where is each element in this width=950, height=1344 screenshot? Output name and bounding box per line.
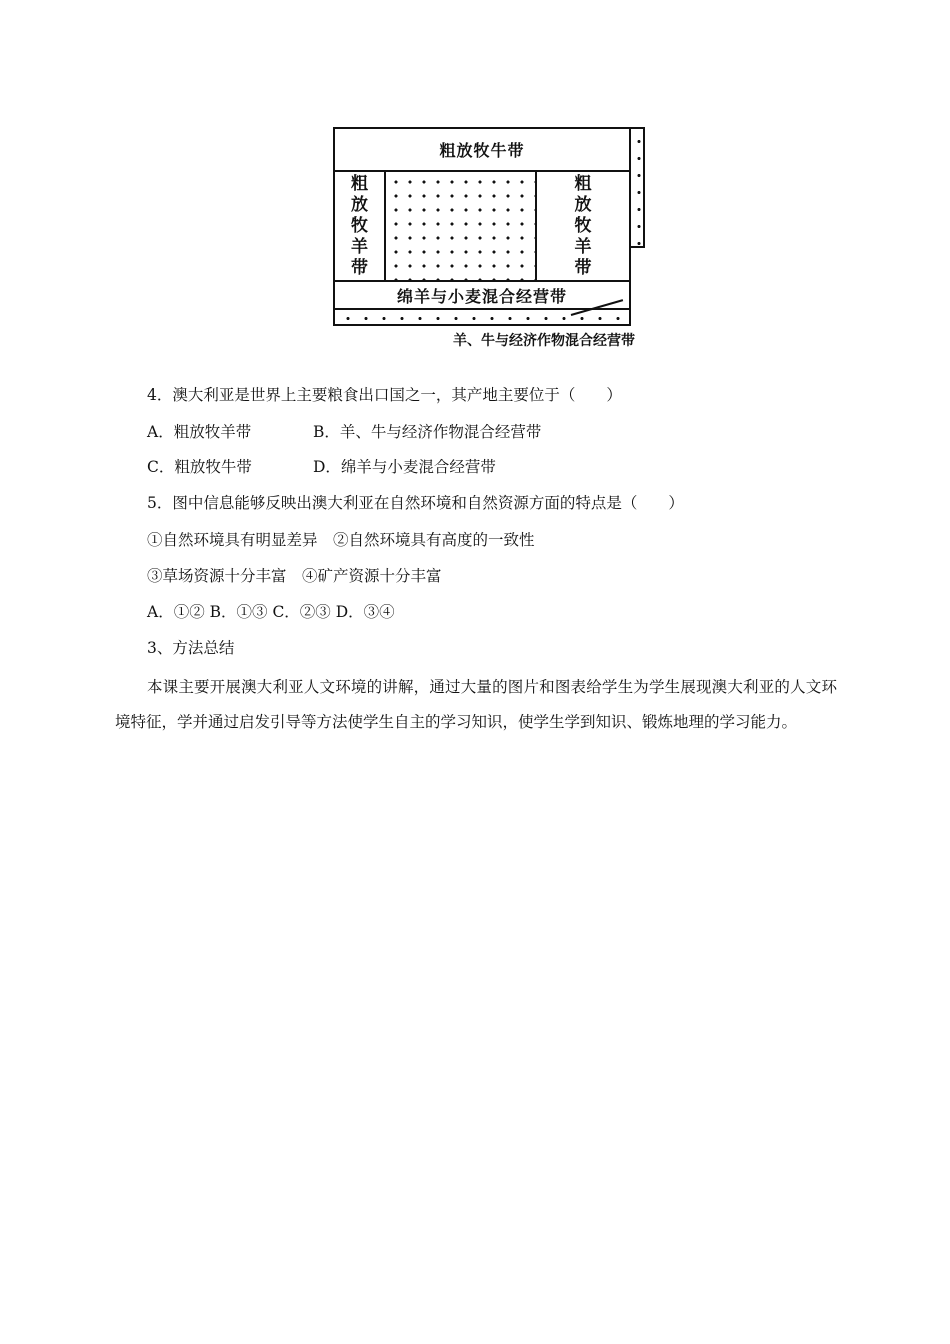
question-4-option-a: A．粗放牧羊带: [147, 423, 252, 441]
farming-belts-diagram: [333, 127, 658, 352]
sheep-wheat-belt-label: 绵羊与小麦混合经营带: [396, 286, 567, 306]
cattle-grazing-belt: [333, 127, 631, 172]
dotted-strip-right: [629, 127, 645, 248]
summary-paragraph: 本课主要开展澳大利亚人文环境的讲解，通过大量的图片和图表给学生为学生展现澳大利亚的人文环境特征，学并通过启发引导等方法使学生自主的学习知识，使学生学到知识、锻炼地理的学习能力。: [115, 678, 837, 731]
question-4-option-b: B．羊、牛与经济作物混合经营带: [313, 423, 542, 441]
question-5-statements-2: ③草场资源十分丰富 ④矿产资源十分丰富: [147, 567, 442, 585]
sheep-grazing-belt-right-label: 粗放牧羊带: [574, 173, 592, 278]
question-5-options: A．①② B．①③ C．②③ D．③④: [147, 603, 395, 621]
question-4-option-c: C．粗放牧牛带: [147, 458, 252, 476]
sheep-grazing-belt-left: [333, 170, 386, 282]
cattle-grazing-belt-label: 粗放牧牛带: [439, 141, 525, 160]
section-heading: 3、方法总结: [147, 639, 235, 657]
question-5-statements-1: ①自然环境具有明显差异 ②自然环境具有高度的一致性: [147, 531, 535, 549]
dotted-mixed-farming-area: [384, 170, 537, 282]
question-4-stem: 4．澳大利亚是世界上主要粮食出口国之一，其产地主要位于（ ）: [147, 386, 622, 404]
question-5-stem: 5．图中信息能够反映出澳大利亚在自然环境和自然资源方面的特点是（ ）: [147, 494, 684, 512]
question-4-option-d: D．绵羊与小麦混合经营带: [313, 458, 496, 476]
diagram-caption: 羊、牛与经济作物混合经营带: [453, 333, 635, 349]
sheep-wheat-belt: [333, 280, 631, 310]
sheep-grazing-belt-right: [535, 170, 631, 282]
sheep-grazing-belt-left-label: 粗放牧羊带: [351, 173, 368, 278]
